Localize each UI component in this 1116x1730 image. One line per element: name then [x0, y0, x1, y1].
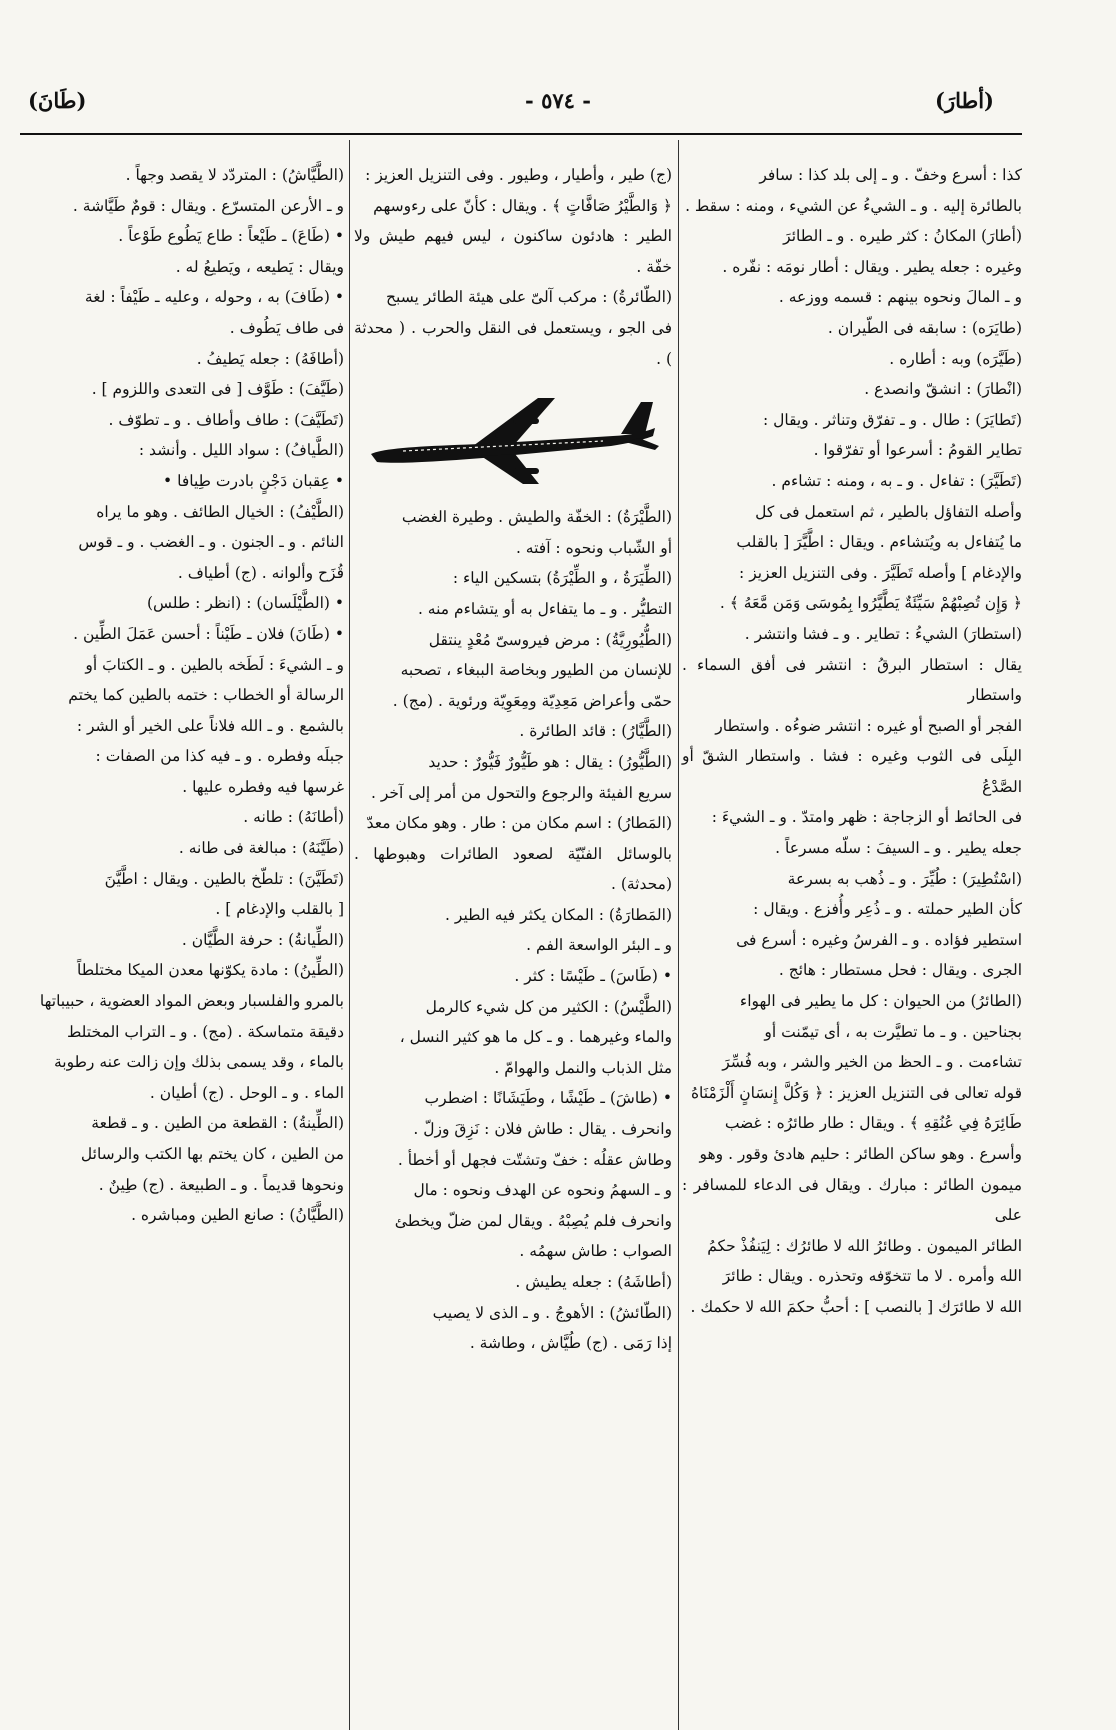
text-line: الصواب : طاش سهمُه . — [519, 1242, 672, 1261]
text-line: (طَيَّفَ) : طَوَّف [ فى التعدى واللزوم ] . — [91, 380, 344, 399]
text-line: (طَيَّرَه) وبه : أطاره . — [889, 349, 1022, 368]
text-line: (انْطارَ) : انشقّ وانصدع . — [864, 380, 1022, 399]
text-line: • (طاشَ) ـ طَيْشًا ، وطَيَشَانًا : اضطرب — [424, 1089, 672, 1108]
text-line: (الطَّيْرَةُ) : الخفّة والطيش . وطيرة الغضب — [401, 508, 672, 527]
text-line: أو الشّباب ونحوه : آفته . — [515, 538, 672, 557]
text-line: (الطِّينُ) : مادة يكوّنها معدن الميكا مختلطاً — [76, 961, 344, 980]
text-line: (أطانَهُ) : طانه . — [243, 808, 344, 827]
text-line: تشاءمت . و ـ الحظ من الخير والشر ، وبه فُسِّرَ — [722, 1053, 1022, 1072]
text-line: للإنسان من الطيور وبخاصة الببغاء ، تصحبه — [400, 661, 672, 680]
text-line: ونحوها قديماً . و ـ الطبيعة . (ج) طِينٌ . — [98, 1175, 344, 1194]
text-line: (ج) طير ، وأطيار ، وطيور . وفى التنزيل العزيز : — [365, 166, 672, 184]
text-line: (الطَّيْفُ) : الخيال الطائف . وهو ما يراه — [96, 502, 344, 521]
text-line: سريع الفيئة والرجوع والتحول من أمر إلى آخر . — [370, 783, 672, 802]
text-line: فى طاف يَطُوف . — [229, 318, 344, 337]
text-line: (الطّائرةُ) : مركب آلىّ على هيئة الطائر يسبح — [386, 288, 672, 307]
column-left — [30, 160, 344, 1231]
text-line: فى الجو ، ويستعمل فى النقل والحرب . ( محدثة ) . — [354, 318, 672, 368]
text-line: (اسْتُطِيرَ) : طُيِّرَ . و ـ ذُهب به بسرعة — [787, 869, 1022, 888]
text-line: (الطَّيْسُ) : الكثير من كل شيء كالرمل — [425, 997, 672, 1016]
text-line: حمّى وأعراض مَعِدِيّة ومِعَوِيّة ورئوية . (مج) . — [392, 691, 672, 710]
page-header — [0, 88, 1116, 130]
text-line: (الطِّينةُ) : القطعة من الطين . و ـ قطعة — [91, 1114, 344, 1133]
text-line: • عِقبان دَجْنٍ بادرت طِيافا • — [163, 471, 344, 490]
text-line: ﴿ وَإِن تُصِبْهُمْ سَيِّئَةٌ يَطَّيَّرُوا بِمُوسَى وَمَن مَّعَهُ ﴾ . — [719, 594, 1022, 613]
header-left-title: (طَانَ) — [28, 88, 87, 113]
column-right — [682, 160, 1022, 1323]
text-line: يقال : استطار البرقُ : انتشر فى أفق السماء . واستطار — [682, 655, 1022, 705]
text-line: (الطَّيَّارُ) : قائد الطائرة . — [519, 722, 672, 741]
text-line: (أطارَ) المكانُ : كثر طيره . و ـ الطائرَ — [783, 227, 1022, 246]
text-line: مثل الذباب والنمل والهوامّ . — [494, 1058, 672, 1077]
column-middle-top — [354, 160, 672, 374]
header-right-title: (أطارَ) — [935, 88, 994, 113]
text-line: كذا : أسرع وخفّ . و ـ إلى بلد كذا : سافر — [759, 166, 1022, 184]
text-line: وانحرف . يقال : طاش فلان : نَزِقَ وزلّ . — [413, 1120, 672, 1139]
text-line: ميمون الطائر : مبارك . ويقال فى الدعاء للمسافر : على — [682, 1175, 1022, 1225]
text-line: (أطاشَهُ) : جعله يطيش . — [515, 1273, 672, 1291]
text-line: (الطَّيَّاشُ) : المتردّد لا يقصد وجهاً . — [125, 166, 344, 184]
text-line: و ـ السهمُ ونحوه عن الهدف ونحوه : مال — [413, 1181, 672, 1200]
text-line: غرسها فيه وفطره عليها . — [182, 777, 344, 796]
text-line: قوله تعالى فى التنزيل العزيز : ﴿ وَكُلَّ إِنسَانٍ أَلْزَمْنَاهُ — [690, 1083, 1022, 1102]
header-rule — [20, 133, 1022, 135]
text-line: قُزَح وألوانه . (ج) أطياف . — [177, 563, 344, 582]
text-line: جعله يطير . و ـ السيفَ : سلّه مسرعاً . — [775, 839, 1022, 858]
column-middle-bottom — [354, 502, 672, 1359]
text-line: والماء وغيرهما . و ـ كل ما هو كثير النسل ، — [399, 1028, 672, 1047]
text-line: (الطِّيانةُ) : حرفة الطَّيَّان . — [181, 930, 344, 949]
column-middle — [354, 160, 672, 1359]
text-line: والإدغام ] وأصله تَطَيَّرَ . وفى التنزيل العزيز : — [739, 563, 1022, 582]
text-line: الله لا طائرَك [ بالنصب ] : أحبُّ حكمَ الله لا حكمك . — [690, 1297, 1022, 1316]
text-line: بالماء ، وقد يسمى بذلك وإن زالت عنه رطوبة — [53, 1053, 344, 1072]
airplane-icon — [363, 388, 663, 488]
text-line: (المَطارُ) : اسم مكان من : طار . وهو مكان معدّ — [366, 814, 672, 833]
text-line: (الطَّيافُ) : سواد الليل . وأنشد : — [138, 441, 344, 460]
text-line: وانحرف فلم يُصِبْهُ . ويقال لمن ضلّ ويخطئ — [394, 1211, 672, 1230]
text-line: إذا رَمَى . (ج) طُيَّاش ، وطاشة . — [469, 1334, 672, 1353]
text-line: بالطائرة إليه . و ـ الشيءُ عن الشيء ، ومنه : سقط . — [685, 196, 1022, 215]
text-line: (المَطارَةُ) : المكان يكثر فيه الطير . — [445, 905, 672, 924]
text-line: (الطِّيَرَةُ ، و الطِّيْرَةُ) بتسكين الياء : — [452, 569, 672, 588]
text-line: وأصله التفاؤل بالطير ، ثم استعمل فى كل — [755, 502, 1022, 521]
text-line: بجناحين . و ـ ما تطيَّرت به ، أى تيمّنت أو — [764, 1022, 1022, 1041]
text-line: فى الحائط أو الزجاجة : ظهر وامتدّ . و ـ الشيءَ : — [711, 808, 1022, 827]
text-line: (تَطايَرَ) : طال . و ـ تفرّق وتناثر . ويقال : — [762, 410, 1022, 429]
text-line: الله وأمره . لا ما تتخوّفه وتحذره . ويقال : طائرَ — [722, 1267, 1022, 1286]
text-line: • (طَافَ) به ، وحوله ، وعليه ـ طَيْفاً : لغة — [84, 288, 344, 307]
text-line: (تَطَيَّفَ) : طاف وأطاف . و ـ تطوّف . — [108, 410, 344, 429]
text-line: ﴿ وَالطَّيْرُ صَافَّاتٍ ﴾ . ويقال : كأنّ على رءوسهم — [373, 196, 672, 215]
text-line: • (الطَّيْلَسان) : (انظر : طلس) — [146, 594, 344, 613]
text-line: (استطارَ) الشيءُ : تطاير . و ـ فشا وانتشر . — [744, 624, 1022, 643]
text-line: بالمرو والفلسبار وبعض المواد العضوية ، حبيباتها — [39, 992, 344, 1011]
text-line: من الطين ، كان يختم بها الكتب والرسائل — [80, 1145, 344, 1163]
text-line: (تَطَيَّرَ) : تفاءل . و ـ به ، ومنه : تشاءم . — [771, 471, 1022, 490]
text-line: جبلَه وفطره . و ـ فيه كذا من الصفات : — [95, 747, 344, 766]
text-line: (طَيَّنَهُ) : مبالغة فى طانه . — [178, 839, 344, 858]
text-line: ما يُتفاءل به ويُتشاءم . ويقال : اطَّيَّرَ [ بالقلب — [736, 533, 1022, 552]
text-line: الجرى . ويقال : فحل مستطار : هائج . — [778, 961, 1022, 980]
text-line: الطائر الميمون . وطائرُ الله لا طائرُك : لِيَنفُذْ حكمُ — [707, 1236, 1022, 1255]
text-line: ويقال : يَطيعه ، ويَطيعُ له . — [175, 257, 344, 276]
text-line: • (طَاعَ) ـ طَيْعاً : طاع يَطُوع طَوْعاً . — [118, 227, 344, 246]
text-line: (الطّائشُ) : الأهوجُ . و ـ الذى لا يصيب — [432, 1303, 672, 1322]
text-line: الماء . و ـ الوحل . (ج) أطيان . — [149, 1083, 344, 1102]
text-line: تطاير القومُ : أسرعوا أو تفرّقوا . — [813, 441, 1022, 460]
column-divider-left — [349, 140, 350, 1730]
text-line: دقيقة متماسكة . (مج) . و ـ التراب المختلط — [66, 1022, 344, 1041]
text-line: وطاش عقلُه : خفّ وتشتّت فجهل أو أخطأ . — [397, 1150, 672, 1169]
text-line: التطيُّر . و ـ ما يتفاءل به أو يتشاءم منه . — [417, 599, 672, 618]
text-line: و ـ المالَ ونحوه بينهم : قسمه ووزعه . — [778, 288, 1022, 307]
text-line: (الطَّيَّانُ) : صانع الطين ومباشره . — [131, 1206, 344, 1225]
text-line: الفجر أو الصبح أو غيره : انتشر ضوءُه . واستطار — [715, 716, 1022, 735]
column-divider-right — [678, 140, 679, 1730]
text-line: • (طَاسَ) ـ طَيْسًا : كثر . — [514, 967, 672, 986]
text-line: (الطُّيُورِيَّةُ) : مرض فيروسىّ مُعْدٍ ينتقل — [428, 630, 672, 649]
text-line: (الطائرُ) من الحيوان : كل ما يطير فى الهواء — [739, 992, 1022, 1011]
text-line: طَائِرَهُ فِي عُنُقِهِ ﴾ . ويقال : طار طائرُه : غضب — [724, 1114, 1022, 1133]
text-line: الطير : هادئون ساكنون ، ليس فيهم طيش ولا خفّة . — [354, 227, 672, 276]
text-line: (الطَّيُّورُ) : يقال : هو طَيُّورٌ فَيُّورٌ : حديد — [428, 752, 672, 771]
text-line: وغيره : جعله يطير . ويقال : أطار نومَه : نفّره . — [722, 257, 1022, 276]
text-line: [ بالقلب والإدغام ] . — [215, 900, 344, 919]
text-line: استطير فؤاده . و ـ الفرسُ وغيره : أسرع فى — [736, 930, 1022, 949]
text-line: و ـ الأرعن المتسرّع . ويقال : قومٌ طَيَّاشة . — [72, 196, 344, 215]
page-number: - ٥٧٤ - — [525, 88, 591, 113]
text-line: بالشمع . و ـ الله فلاناً على الخير أو الشر : — [76, 716, 344, 735]
text-line: (تَطَيَّنَ) : تلطّخ بالطين . ويقال : اطَّيَّنَ — [104, 869, 344, 888]
text-line: بالوسائل الفنّيّة لصعود الطائرات وهبوطها . (محدثة) . — [354, 844, 672, 894]
text-line: وأسرع . وهو ساكن الطائر : حليم هادئ وقور . وهو — [699, 1145, 1022, 1163]
text-line: • (طَانَ) فلان ـ طَيْناً : أحسن عَمَلَ الطِّين . — [73, 624, 344, 643]
text-line: و ـ البئر الواسعة الفم . — [526, 936, 672, 955]
text-line: الرسالة أو الخطاب : ختمه بالطين كما يختم — [68, 686, 344, 705]
text-line: و ـ الشيءَ : لَطَخه بالطين . و ـ الكتابَ أو — [85, 655, 344, 674]
text-line: النائم . و ـ الجنون . و ـ الغضب . و ـ قوس — [78, 533, 344, 552]
text-line: كأن الطير حملته . و ـ ذُعِر وأُفزع . ويقال : — [753, 900, 1022, 919]
text-line: (طايَرَه) : سابقه فى الطّيران . — [827, 318, 1022, 337]
text-line: (أطافَهُ) : جعله يَطيفُ . — [196, 349, 344, 368]
text-line: البِلَى فى الثوب وغيره : فشا . واستطار الشقّ أو الصَّدْعُ — [682, 747, 1022, 796]
figure-area — [354, 374, 672, 502]
